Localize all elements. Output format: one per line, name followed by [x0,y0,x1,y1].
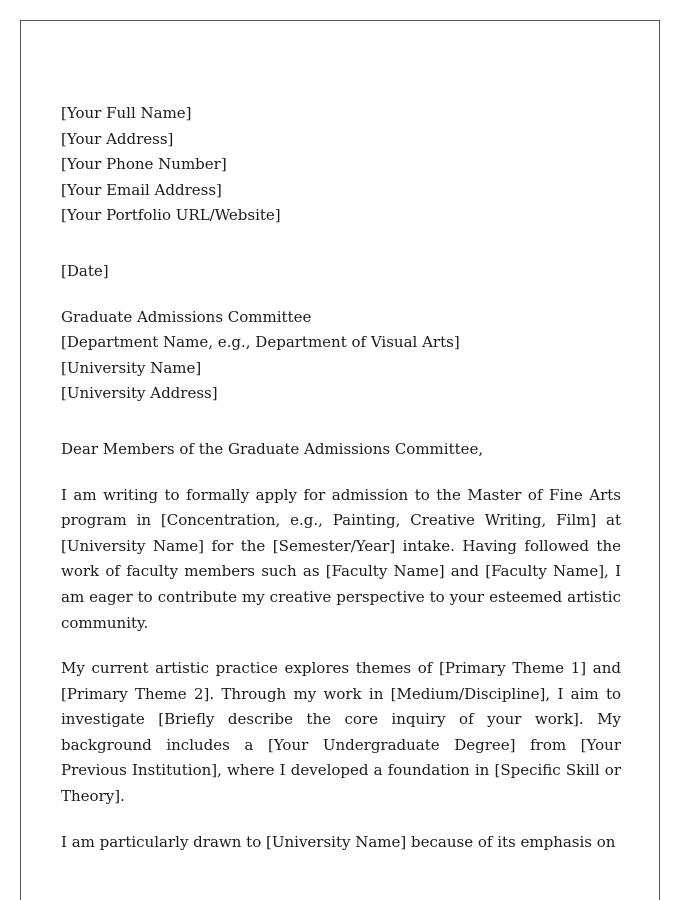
recipient-block [61,305,621,407]
recipient-university: [University Name] [61,358,202,377]
letter-body [61,101,621,855]
sender-portfolio: [Your Portfolio URL/Website] [61,206,281,225]
sender-email: [Your Email Address] [61,180,222,199]
paragraph-motivation: I am particularly drawn to [University Name] because of its emphasis on [61,832,616,851]
paragraph-practice: My current artistic practice explores themes of [Primary Theme 1] and [Primary Theme 2]. Through my work in [Medium/Discipline], I aim to investigate [Briefly describe the core inquiry of your work]. My background includes a [Your Undergraduate Degree] from [Your Previous Institution], where I developed a foundation in [Specific Skill or Theory]. [61,659,621,806]
date-text: [Date] [61,261,109,280]
letter-page [20,20,660,900]
sender-name: [Your Full Name] [61,104,192,122]
sender-address: [Your Address] [61,129,174,148]
recipient-department: [Department Name, e.g., Department of Visual Arts] [61,333,460,352]
paragraph-intro: I am writing to formally apply for admission to the Master of Fine Arts program in [Concentration, e.g., Painting, Creative Writing, Film] at [University Name] for the [Semester/Year] intake. Having followed the work of faculty members such as [Faculty Name] and [Faculty Name], I am eager to contribute my creative perspective to your esteemed artistic community. [61,485,621,632]
letter-date [61,259,621,285]
recipient-committee: Graduate Admissions Committee [61,307,312,326]
sender-phone: [Your Phone Number] [61,155,227,174]
salutation: Dear Members of the Graduate Admissions Committee, [61,439,484,458]
sender-block [61,101,621,229]
recipient-address: [University Address] [61,384,218,403]
